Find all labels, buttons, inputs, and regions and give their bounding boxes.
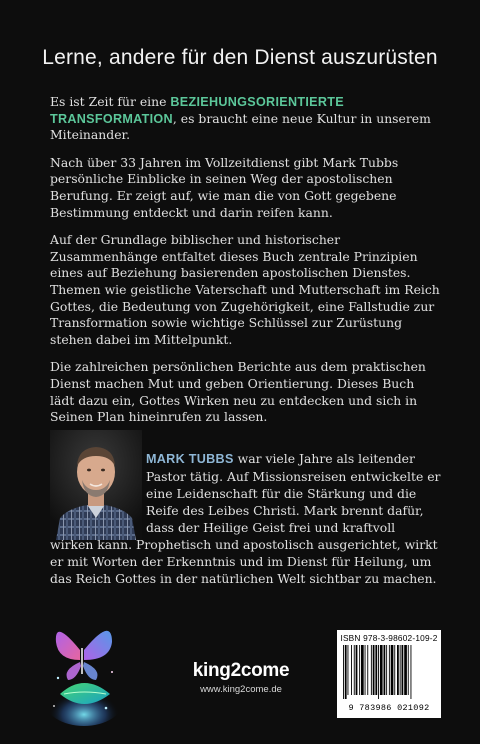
headline: Lerne, andere für den Dienst auszurüsten xyxy=(42,46,438,69)
barcode-bar xyxy=(375,645,377,695)
barcode-bar xyxy=(386,645,387,695)
barcode-bar xyxy=(391,645,394,695)
barcode-bar xyxy=(400,645,401,695)
publisher xyxy=(186,660,296,695)
blurb xyxy=(50,94,442,437)
barcode-bar xyxy=(394,645,395,695)
barcode-bar xyxy=(354,645,355,695)
barcode-bars-icon xyxy=(337,643,441,699)
barcode-bar xyxy=(367,645,368,695)
isbn-barcode xyxy=(337,630,441,718)
barcode-bar xyxy=(384,645,386,695)
barcode-bar xyxy=(404,645,407,695)
barcode-bar xyxy=(389,645,390,695)
publisher-logo: king2come xyxy=(192,660,290,681)
paragraph-3: Auf der Grundlage biblischer und historischer Zusammenhänge entfaltet dieses Buch zentrale Prinzipien eines auf Beziehung basierenden apostolischen Dienstes. Themen wie geistliche Vaterschaft und Mutterschaft im Reich Gottes, die Bedeutung von Zugehörigkeit, eine Fallstudie zur Transformation sowie wichtige Schlüssel zur Zurüstung stehen dabei im Mittelpunkt. xyxy=(50,232,440,347)
author-bio-text: war viele Jahre als leitender Pastor tätig. Auf Missionsreisen entwickelte er eine Leidenschaft für die Stärkung und die Reife des Leibes Christi. Mark brennt dafür, dass der Heilige Geist frei und kraftvoll wirken kann. Prophetisch und apostolisch ausgerichtet, wirkt er mit Worten der Erkenntnis und im Dienst für Heilung, um das Reich Gottes in der natürlichen Welt sichtbar zu machen. xyxy=(50,451,441,586)
p1-rest: , es braucht eine neue Kultur in unserem Miteinander. xyxy=(50,110,431,143)
barcode-bar xyxy=(345,645,347,699)
isbn-label: ISBN 978-3-98602-109-2 xyxy=(340,633,438,643)
barcode-bar xyxy=(359,645,360,695)
photo-spacer xyxy=(50,450,146,536)
barcode-bar xyxy=(378,645,379,699)
barcode-bar xyxy=(351,645,352,695)
barcode-bar xyxy=(373,645,375,695)
butterfly-logo-icon xyxy=(40,608,130,728)
barcode-bar xyxy=(348,645,349,695)
butterfly-illustration-icon xyxy=(40,608,130,728)
p1-intro: Es ist Zeit für eine xyxy=(50,94,171,109)
barcode-bar xyxy=(411,645,412,699)
paragraph-4: Die zahlreichen persönlichen Berichte aus dem praktischen Dienst machen Mut und geben Orientierung. Dieses Buch lädt dazu ein, Gottes Wirken neu zu entdecken und sich in Seinen Plan hineinrufen zu lassen. xyxy=(50,359,426,425)
author-name: MARK TUBBS xyxy=(146,452,234,466)
barcode-bar xyxy=(365,645,366,695)
barcode-digits: 9 783986 021092 xyxy=(348,703,430,713)
barcode-bar xyxy=(343,645,344,699)
paragraph-2: Nach über 33 Jahren im Vollzeitdienst gibt Mark Tubbs persönliche Einblicke in seinen Weg der apostolischen Berufung. Er zeigt auf, wie man die von Gott gegebene Bestimmung entdeckt und darin reifen kann. xyxy=(50,154,399,220)
paragraph-1 xyxy=(50,94,442,144)
barcode-bar xyxy=(397,645,399,695)
barcode-bar xyxy=(408,645,409,695)
barcode-bar xyxy=(402,645,404,695)
barcode-bar xyxy=(371,645,372,695)
barcode-bar xyxy=(356,645,358,695)
author-bio xyxy=(50,450,442,587)
publisher-url: www.king2come.de xyxy=(200,684,282,695)
barcode-bar xyxy=(361,645,364,695)
highlight-text: BEZIEHUNGSORIENTIERTE TRANSFORMATION xyxy=(50,95,344,126)
barcode-bar xyxy=(380,645,383,695)
